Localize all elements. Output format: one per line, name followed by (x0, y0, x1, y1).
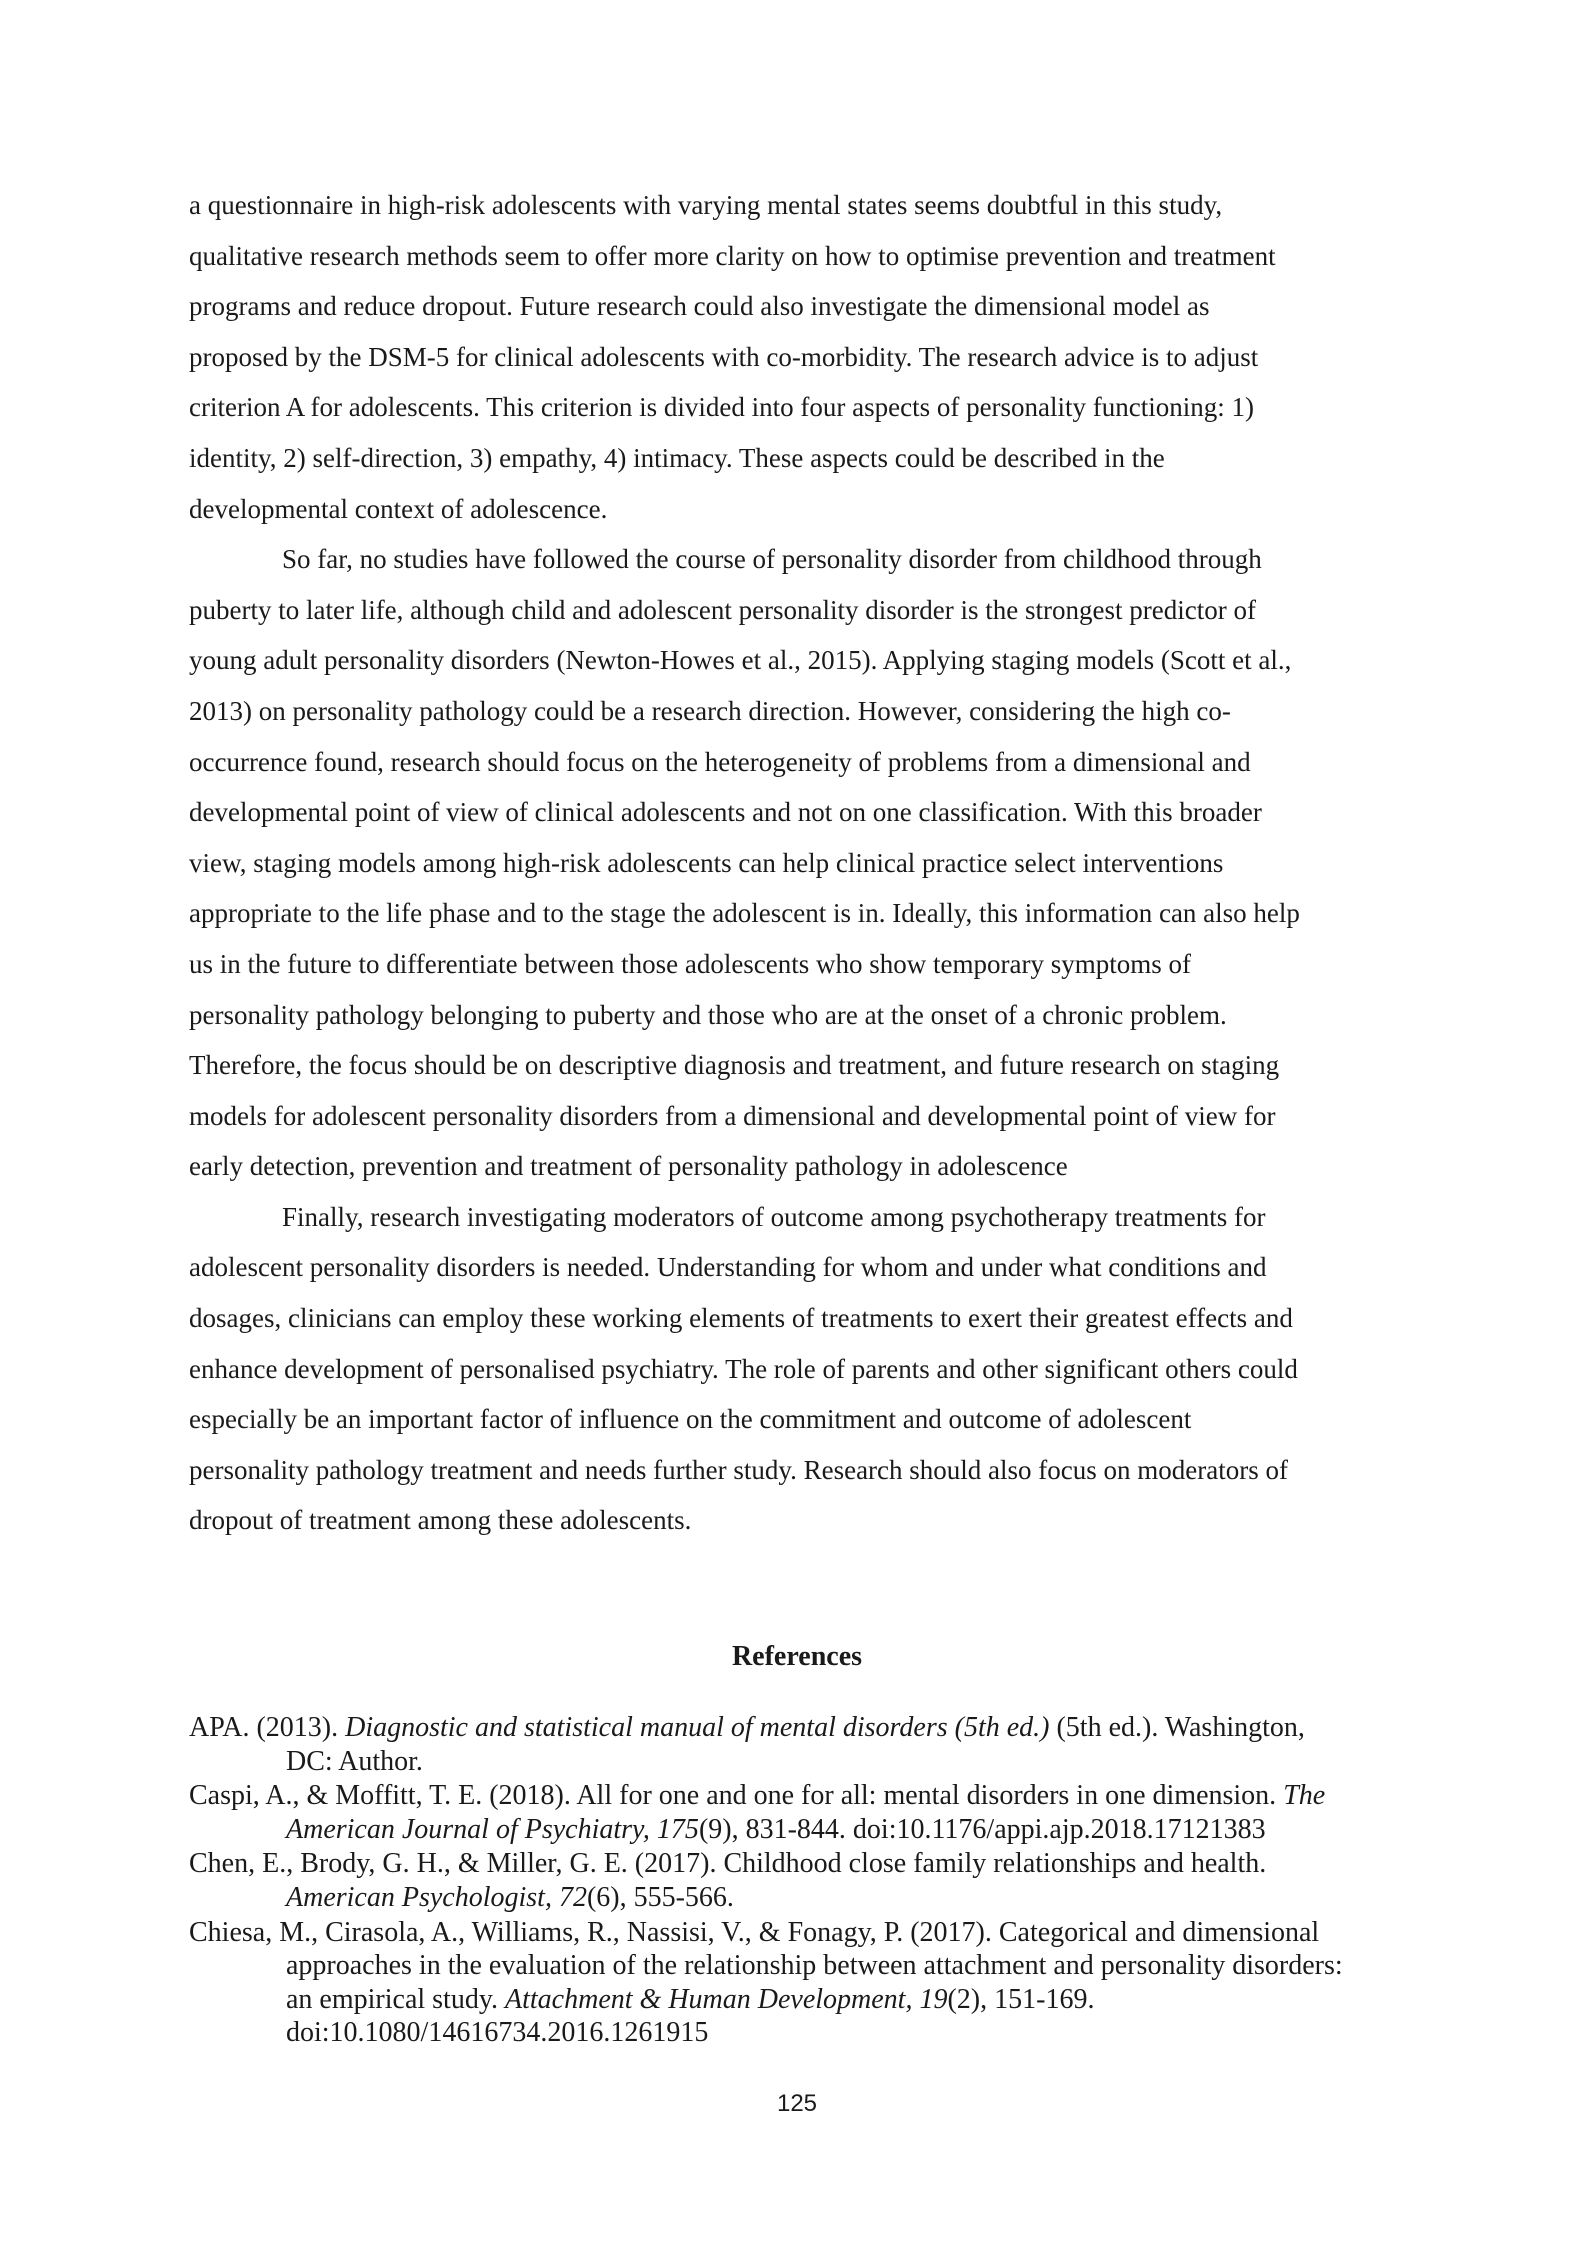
reference-line: DC: Author. (286, 1745, 423, 1777)
text-line: criterion A for adolescents. This criterion is divided into four aspects of personality functioning: 1) (189, 392, 1255, 423)
reference-chen-2017 (189, 1847, 1424, 1914)
reference-text: (9), 831-844. doi:10.1176/appi.ajp.2018.17121383 (698, 1813, 1266, 1845)
paragraph-3 (189, 1192, 1414, 1546)
text-line: programs and reduce dropout. Future research could also investigate the dimensional model as (189, 291, 1210, 322)
reference-journal: American Journal of Psychiatry, 175 (286, 1813, 699, 1845)
references-heading: References (731, 1641, 863, 1672)
text-line: young adult personality disorders (Newton-Howes et al., 2015). Applying staging models (Scott et al., (189, 645, 1292, 676)
text-line: puberty to later life, although child and adolescent personality disorder is the strongest predictor of (189, 594, 1256, 625)
reference-line: Chiesa, M., Cirasola, A., Williams, R., Nassisi, V., & Fonagy, P. (2017). Categorical and dimensional (189, 1916, 1320, 1948)
paragraph-2 (189, 534, 1414, 1192)
text-line: dropout of treatment among these adolescents. (189, 1505, 692, 1536)
text-line: developmental point of view of clinical adolescents and not on one classification. With this broader (189, 797, 1262, 828)
reference-chiesa-2017 (189, 1916, 1424, 2050)
text-line: enhance development of personalised psychiatry. The role of parents and other significant others could (189, 1353, 1298, 1384)
reference-line (189, 1881, 1424, 1915)
text-line: occurrence found, research should focus on the heterogeneity of problems from a dimensional and (189, 746, 1251, 777)
reference-line (189, 1983, 1424, 2017)
text-line: early detection, prevention and treatment of personality pathology in adolescence (189, 1151, 1068, 1182)
text-line: especially be an important factor of influence on the commitment and outcome of adolescent (189, 1404, 1192, 1435)
text-line: So far, no studies have followed the course of personality disorder from childhood through (282, 544, 1262, 575)
reference-line: approaches in the evaluation of the relationship between attachment and personality disorders: (286, 1950, 1343, 1982)
text-line: adolescent personality disorders is needed. Understanding for whom and under what conditions and (189, 1252, 1267, 1283)
reference-line (189, 1711, 1424, 1745)
reference-text: (5th ed.). Washington, (1049, 1712, 1305, 1743)
reference-text: (6), 555-566. (586, 1881, 734, 1913)
reference-text: Caspi, A., & Moffitt, T. E. (2018). All for one and one for all: mental disorders in one dimension. (189, 1780, 1284, 1812)
text-line: dosages, clinicians can employ these working elements of treatments to exert their greatest effects and (189, 1303, 1293, 1334)
text-line: view, staging models among high-risk adolescents can help clinical practice select interventions (189, 847, 1224, 878)
reference-text: (2), 151-169. (947, 1983, 1095, 2015)
reference-journal: The (1283, 1780, 1326, 1812)
text-line: Therefore, the focus should be on descriptive diagnosis and treatment, and future research on staging (189, 1050, 1280, 1081)
reference-list (189, 1711, 1424, 2051)
text-line: personality pathology belonging to puberty and those who are at the onset of a chronic problem. (189, 999, 1227, 1030)
reference-line (189, 1813, 1424, 1847)
reference-line (189, 1779, 1424, 1813)
paragraph-1 (189, 180, 1414, 534)
text-line: appropriate to the life phase and to the stage the adolescent is in. Ideally, this information can also help (189, 898, 1300, 929)
text-line: Finally, research investigating moderators of outcome among psychotherapy treatments for (282, 1201, 1266, 1232)
text-line: qualitative research methods seem to offer more clarity on how to optimise prevention and treatment (189, 240, 1276, 271)
reference-line: Chen, E., Brody, G. H., & Miller, G. E. (2017). Childhood close family relationships and health. (189, 1848, 1267, 1880)
reference-apa-2013 (189, 1711, 1424, 1778)
text-line: us in the future to differentiate between those adolescents who show temporary symptoms of (189, 948, 1192, 979)
reference-journal: Attachment & Human Development, 19 (505, 1983, 948, 2015)
reference-line: doi:10.1080/14616734.2016.1261915 (286, 2017, 709, 2049)
page-number: 125 (776, 2090, 818, 2117)
text-line: developmental context of adolescence. (189, 493, 608, 524)
reference-journal: American Psychologist, 72 (286, 1881, 587, 1913)
text-line: personality pathology treatment and needs further study. Research should also focus on moderators of (189, 1454, 1288, 1485)
text-line: identity, 2) self-direction, 3) empathy, 4) intimacy. These aspects could be described in the (189, 442, 1165, 473)
text-line: 2013) on personality pathology could be a research direction. However, considering the high co- (189, 695, 1231, 726)
reference-title: Diagnostic and statistical manual of mental disorders (5th ed.) (345, 1712, 1050, 1743)
text-line: models for adolescent personality disorders from a dimensional and developmental point of view for (189, 1100, 1276, 1131)
body-text (189, 180, 1414, 1546)
reference-text: an empirical study. (286, 1983, 506, 2015)
reference-caspi-2018 (189, 1779, 1424, 1846)
reference-text: APA. (2013). (189, 1712, 346, 1743)
text-line: proposed by the DSM-5 for clinical adolescents with co-morbidity. The research advice is to adjust (189, 341, 1259, 372)
text-line: a questionnaire in high-risk adolescents with varying mental states seems doubtful in this study, (189, 190, 1223, 220)
